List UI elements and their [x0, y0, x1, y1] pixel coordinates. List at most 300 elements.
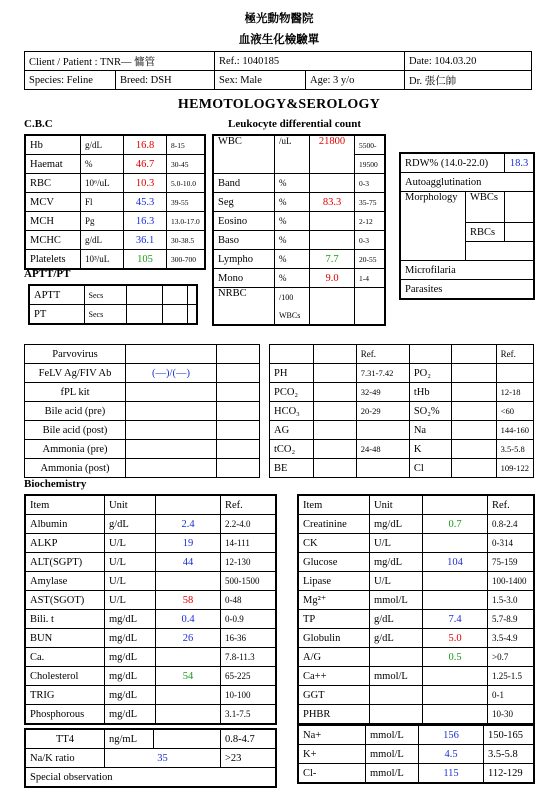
biochem-left-table: [24, 494, 277, 725]
biochem-value: 2.4: [156, 515, 221, 534]
wbc-label: WBC: [213, 135, 275, 174]
aptt-row: [29, 305, 197, 325]
biochem-item: BUN: [25, 629, 105, 648]
serology-value: [126, 440, 217, 459]
biochem-unit: g/dL: [370, 610, 423, 629]
biochem-item: Cholesterol: [25, 667, 105, 686]
biochem-header-unit: Unit: [105, 495, 156, 515]
leuko-unit: %: [275, 269, 310, 288]
aptt-item: PT: [29, 305, 84, 325]
biochem-unit: U/L: [370, 572, 423, 591]
tt4-unit: ng/mL: [105, 729, 154, 749]
bloodgas-row: [270, 459, 534, 478]
bg-left-value: [313, 459, 356, 478]
electrolyte-item: Na+: [298, 725, 366, 745]
cbc-row: [25, 155, 205, 174]
breed: Breed: DSH: [116, 71, 215, 90]
leuko-ref: 20-55: [355, 250, 386, 269]
biochem-header-item: Item: [25, 495, 105, 515]
serology-item: FeLV Ag/FIV Ab: [25, 364, 126, 383]
biochem-ref: 3.1-7.5: [221, 705, 277, 725]
biochem-title: Biochemistry: [24, 478, 87, 490]
morphology-label: Morphology: [400, 192, 465, 261]
biochem-header-value: [156, 495, 221, 515]
biochem-row: [298, 686, 534, 705]
biochem-unit: [370, 648, 423, 667]
biochem-value: [423, 591, 488, 610]
cbc-value: 16.8: [124, 135, 167, 155]
bg-left-item: PH: [270, 364, 314, 383]
electrolyte-row: [298, 725, 534, 745]
bg-right-item: Cl: [409, 459, 451, 478]
biochem-ref: 65-225: [221, 667, 277, 686]
leuko-item: Mono: [213, 269, 275, 288]
biochem-row: [25, 515, 276, 534]
biochem-item: Amylase: [25, 572, 105, 591]
biochem-item: Globulin: [298, 629, 370, 648]
serology-value: [126, 383, 217, 402]
biochem-value: 0.5: [423, 648, 488, 667]
biochem-ref: 3.5-4.9: [488, 629, 535, 648]
biochem-item: ALT(SGPT): [25, 553, 105, 572]
biochem-ref: 500-1500: [221, 572, 277, 591]
biochem-ref: 100-1400: [488, 572, 535, 591]
cbc-unit: %: [81, 155, 124, 174]
electrolyte-unit: mmol/L: [366, 745, 419, 764]
biochem-ref: 0-1: [488, 686, 535, 705]
tt4-value: [154, 729, 221, 749]
bg-right-item: tHb: [409, 383, 451, 402]
cbc-ref: 8-15: [167, 135, 206, 155]
cbc-item: MCV: [25, 193, 81, 212]
biochem-value: [156, 572, 221, 591]
bloodgas-header: [270, 345, 534, 364]
biochem-item: Glucose: [298, 553, 370, 572]
aptt-value: [127, 285, 163, 305]
serology-item: Parvovirus: [25, 345, 126, 364]
biochem-row: [25, 572, 276, 591]
bg-ref-header: Ref.: [356, 345, 409, 364]
biochem-unit: [370, 686, 423, 705]
rdw-value: 18.3: [505, 153, 534, 173]
biochem-unit: U/L: [105, 572, 156, 591]
biochem-right-table: [297, 494, 535, 725]
serology-extra: [217, 459, 260, 478]
bg-ref-header-2: Ref.: [496, 345, 533, 364]
nak-ref: >23: [221, 749, 277, 768]
biochem-ref: 0-48: [221, 591, 277, 610]
leuko-item: Eosino: [213, 212, 275, 231]
bg-left-value: [313, 364, 356, 383]
biochem-value: 0.4: [156, 610, 221, 629]
bg-right-value: [451, 421, 496, 440]
electrolyte-ref: 112-129: [484, 764, 535, 784]
cbc-title: C.B.C: [24, 118, 53, 130]
cbc-ref: 30-45: [167, 155, 206, 174]
serology-value: [126, 459, 217, 478]
bloodgas-row: [270, 440, 534, 459]
serology-row: [25, 345, 260, 364]
biochem-row: [25, 705, 276, 725]
bg-left-item: BE: [270, 459, 314, 478]
leuko-item: Band: [213, 174, 275, 193]
biochem-unit: g/dL: [370, 629, 423, 648]
bg-right-value: [451, 402, 496, 421]
bg-left-ref: 7.31-7.42: [356, 364, 409, 383]
aptt-item: APTT: [29, 285, 84, 305]
age: Age: 3 y/o: [306, 71, 405, 90]
tt4-table: [24, 728, 277, 788]
biochem-row: [298, 667, 534, 686]
leuko-value: [310, 231, 355, 250]
biochem-ref: 16-36: [221, 629, 277, 648]
bg-left-value: [313, 383, 356, 402]
biochem-ref: 0-0.9: [221, 610, 277, 629]
electrolyte-item: K+: [298, 745, 366, 764]
cbc-row: [25, 174, 205, 193]
serology-value: (—)/(—): [126, 364, 217, 383]
main-title: HEMOTOLOGY&SEROLOGY: [177, 97, 381, 112]
serology-table: [24, 344, 260, 478]
cbc-row: [25, 212, 205, 231]
biochem-value: [156, 705, 221, 725]
leuko-ref: 35-75: [355, 193, 386, 212]
cbc-item: Hb: [25, 135, 81, 155]
biochem-header: [298, 495, 534, 515]
bg-right-value: [451, 383, 496, 402]
biochem-unit: mg/dL: [105, 705, 156, 725]
rdw-label: RDW% (14.0-22.0): [400, 153, 505, 173]
cbc-row: [25, 231, 205, 250]
bg-left-item: AG: [270, 421, 314, 440]
autoagg-label: Autoagglutination: [400, 173, 534, 192]
cbc-value: 10.3: [124, 174, 167, 193]
bg-h2: [313, 345, 356, 364]
cbc-value: 16.3: [124, 212, 167, 231]
cbc-unit: 10⁶/uL: [81, 174, 124, 193]
cbc-ref: 30-38.5: [167, 231, 206, 250]
biochem-ref: 75-159: [488, 553, 535, 572]
biochem-item: Phosphorous: [25, 705, 105, 725]
leuko-ref: 0-3: [355, 174, 386, 193]
electrolyte-value: 156: [419, 725, 484, 745]
biochem-value: 58: [156, 591, 221, 610]
biochem-header-ref: Ref.: [488, 495, 535, 515]
biochem-header-item: Item: [298, 495, 370, 515]
electrolyte-value: 115: [419, 764, 484, 784]
bg-left-item: HCO₃: [270, 402, 314, 421]
leuko-value: [310, 174, 355, 193]
biochem-item: Mg²⁺: [298, 591, 370, 610]
bg-right-ref: 12-18: [496, 383, 533, 402]
serology-extra: [217, 345, 260, 364]
ref-number: Ref.: 1040185: [215, 52, 405, 71]
biochem-row: [298, 515, 534, 534]
client-patient: Client / Patient : TNR— 慵管: [25, 52, 215, 71]
bg-left-item: tCO₂: [270, 440, 314, 459]
biochem-value: 54: [156, 667, 221, 686]
electrolyte-row: [298, 764, 534, 784]
biochem-row: [298, 648, 534, 667]
rdw-table: [399, 152, 535, 300]
serology-extra: [217, 364, 260, 383]
biochem-row: [298, 705, 534, 725]
aptt-title: APTT/PT: [24, 268, 71, 280]
biochem-header-unit: Unit: [370, 495, 423, 515]
wbc-ref-high: 19500: [355, 155, 386, 174]
nrbc-row: [213, 288, 385, 307]
biochem-ref: 1.5-3.0: [488, 591, 535, 610]
aptt-unit: Secs: [84, 305, 127, 325]
cbc-value: 46.7: [124, 155, 167, 174]
bloodgas-row: [270, 364, 534, 383]
cbc-ref: 13.0-17.0: [167, 212, 206, 231]
biochem-ref: 0-314: [488, 534, 535, 553]
leuko-ref: 1-4: [355, 269, 386, 288]
biochem-unit: mg/dL: [370, 553, 423, 572]
biochem-unit: mg/dL: [105, 686, 156, 705]
leuko-row: [213, 212, 385, 231]
leuko-unit: %: [275, 212, 310, 231]
bg-right-ref: <60: [496, 402, 533, 421]
biochem-value: [156, 648, 221, 667]
doctor: Dr. 張仁帥: [405, 71, 532, 90]
serology-value: [126, 345, 217, 364]
biochem-ref: 5.7-8.9: [488, 610, 535, 629]
leuko-unit: %: [275, 250, 310, 269]
biochem-value: [423, 534, 488, 553]
leuko-row: [213, 269, 385, 288]
biochem-unit: mg/dL: [105, 648, 156, 667]
patient-info-table: [24, 51, 532, 90]
biochem-unit: mmol/L: [370, 591, 423, 610]
leuko-item: Lympho: [213, 250, 275, 269]
bg-right-ref: [496, 364, 533, 383]
bg-left-ref: 20-29: [356, 402, 409, 421]
leuko-row: [213, 193, 385, 212]
biochem-row: [298, 610, 534, 629]
cbc-unit: Fl: [81, 193, 124, 212]
biochem-ref: 0.8-2.4: [488, 515, 535, 534]
leuko-row: [213, 250, 385, 269]
biochem-item: Albumin: [25, 515, 105, 534]
biochem-header-ref: Ref.: [221, 495, 277, 515]
bg-left-ref: [356, 459, 409, 478]
biochem-row: [25, 591, 276, 610]
leuko-unit: %: [275, 174, 310, 193]
biochem-value: [423, 667, 488, 686]
biochem-unit: [370, 705, 423, 725]
rbcs-label: RBCs: [465, 223, 504, 242]
biochem-value: 104: [423, 553, 488, 572]
leuko-value: [310, 212, 355, 231]
biochem-row: [25, 667, 276, 686]
biochem-item: Ca.: [25, 648, 105, 667]
bg-right-value: [451, 364, 496, 383]
report-title: 血液生化檢驗單: [238, 34, 320, 46]
biochem-item: Ca++: [298, 667, 370, 686]
bg-right-item: Na: [409, 421, 451, 440]
electrolyte-value: 4.5: [419, 745, 484, 764]
biochem-item: Creatinine: [298, 515, 370, 534]
electrolyte-row: [298, 745, 534, 764]
leuko-row: [213, 174, 385, 193]
bloodgas-row: [270, 383, 534, 402]
biochem-row: [25, 686, 276, 705]
electrolyte-ref: 3.5-5.8: [484, 745, 535, 764]
serology-extra: [217, 440, 260, 459]
biochem-value: [423, 686, 488, 705]
biochem-item: GGT: [298, 686, 370, 705]
serology-row: [25, 459, 260, 478]
bg-h4: [409, 345, 451, 364]
bg-right-item: K: [409, 440, 451, 459]
aptt-value: [127, 305, 163, 325]
bg-right-ref: 144-160: [496, 421, 533, 440]
nrbc-unit-2: WBCs: [275, 306, 310, 325]
electrolyte-unit: mmol/L: [366, 764, 419, 784]
biochem-item: Bili. t: [25, 610, 105, 629]
microfilaria-label: Microfilaria: [400, 261, 534, 280]
serology-item: Ammonia (post): [25, 459, 126, 478]
biochem-ref: 14-111: [221, 534, 277, 553]
biochem-unit: mmol/L: [370, 667, 423, 686]
aptt-extra: [163, 305, 188, 325]
bloodgas-row: [270, 421, 534, 440]
biochem-unit: U/L: [105, 591, 156, 610]
serology-row: [25, 402, 260, 421]
biochem-item: CK: [298, 534, 370, 553]
biochem-value: [156, 686, 221, 705]
aptt-unit: Secs: [84, 285, 127, 305]
biochem-item: Lipase: [298, 572, 370, 591]
hospital-name: 極光動物醫院: [244, 13, 314, 25]
biochem-unit: mg/dL: [370, 515, 423, 534]
leuko-row: [213, 231, 385, 250]
nak-label: Na/K ratio: [25, 749, 105, 768]
biochem-unit: U/L: [105, 553, 156, 572]
serology-item: Bile acid (pre): [25, 402, 126, 421]
bg-left-ref: 24-48: [356, 440, 409, 459]
biochem-value: 19: [156, 534, 221, 553]
biochem-row: [25, 534, 276, 553]
aptt-extra: [163, 285, 188, 305]
biochem-unit: mg/dL: [105, 610, 156, 629]
cbc-ref: 5.0-10.0: [167, 174, 206, 193]
leuko-ref: 0-3: [355, 231, 386, 250]
report-date: Date: 104.03.20: [405, 52, 532, 71]
biochem-header-value: [423, 495, 488, 515]
leuko-title: Leukocyte differential count: [228, 118, 362, 130]
bg-left-value: [313, 402, 356, 421]
leuko-ref: 2-12: [355, 212, 386, 231]
biochem-unit: mg/dL: [105, 667, 156, 686]
biochem-row: [25, 610, 276, 629]
bloodgas-table: [269, 344, 534, 478]
biochem-unit: mg/dL: [105, 629, 156, 648]
cbc-row: [25, 193, 205, 212]
biochem-row: [298, 534, 534, 553]
serology-extra: [217, 402, 260, 421]
biochem-row: [298, 629, 534, 648]
cbc-item: RBC: [25, 174, 81, 193]
leuko-item: Baso: [213, 231, 275, 250]
biochem-row: [25, 629, 276, 648]
biochem-value: 0.7: [423, 515, 488, 534]
electrolyte-item: Cl-: [298, 764, 366, 784]
biochem-header: [25, 495, 276, 515]
serology-row: [25, 421, 260, 440]
leuko-table: [212, 134, 386, 326]
bg-right-item: PO₂: [409, 364, 451, 383]
cbc-unit: 10³/uL: [81, 250, 124, 270]
cbc-item: MCHC: [25, 231, 81, 250]
biochem-ref: 1.25-1.5: [488, 667, 535, 686]
bg-right-ref: 109-122: [496, 459, 533, 478]
biochem-item: TRIG: [25, 686, 105, 705]
biochem-row: [298, 553, 534, 572]
leuko-value: 9.0: [310, 269, 355, 288]
bg-left-value: [313, 440, 356, 459]
serology-value: [126, 402, 217, 421]
biochem-unit: U/L: [105, 534, 156, 553]
bg-left-item: PCO₂: [270, 383, 314, 402]
cbc-item: MCH: [25, 212, 81, 231]
bg-right-ref: 3.5-5.8: [496, 440, 533, 459]
parasites-label: Parasites: [400, 280, 534, 300]
bg-left-ref: 32-49: [356, 383, 409, 402]
tt4-label: TT4: [25, 729, 105, 749]
biochem-ref: >0.7: [488, 648, 535, 667]
biochem-unit: U/L: [370, 534, 423, 553]
leuko-value: 7.7: [310, 250, 355, 269]
bg-h5: [451, 345, 496, 364]
serology-item: fPL kit: [25, 383, 126, 402]
wbc-ref-low: 5500-: [355, 135, 386, 155]
cbc-value: 105: [124, 250, 167, 270]
biochem-value: 7.4: [423, 610, 488, 629]
biochem-item: AST(SGOT): [25, 591, 105, 610]
serology-row: [25, 440, 260, 459]
biochem-row: [298, 591, 534, 610]
cbc-item: Platelets: [25, 250, 81, 270]
species: Species: Feline: [25, 71, 116, 90]
cbc-value: 36.1: [124, 231, 167, 250]
sex: Sex: Male: [215, 71, 306, 90]
biochem-value: [423, 572, 488, 591]
biochem-ref: 10-30: [488, 705, 535, 725]
bg-h1: [270, 345, 314, 364]
biochem-value: 44: [156, 553, 221, 572]
biochem-item: ALKP: [25, 534, 105, 553]
bg-left-ref: [356, 421, 409, 440]
cbc-unit: Pg: [81, 212, 124, 231]
bloodgas-row: [270, 402, 534, 421]
serology-extra: [217, 421, 260, 440]
biochem-item: TP: [298, 610, 370, 629]
serology-item: Bile acid (post): [25, 421, 126, 440]
nrbc-ref: [355, 288, 386, 326]
bg-right-item: SO₂%: [409, 402, 451, 421]
wbc-unit: /uL: [275, 135, 310, 174]
nrbc-label: NRBC: [213, 288, 275, 326]
biochem-ref: 10-100: [221, 686, 277, 705]
cbc-ref: 300-700: [167, 250, 206, 270]
serology-item: Ammonia (pre): [25, 440, 126, 459]
serology-value: [126, 421, 217, 440]
leuko-value: 83.3: [310, 193, 355, 212]
biochem-row: [25, 648, 276, 667]
